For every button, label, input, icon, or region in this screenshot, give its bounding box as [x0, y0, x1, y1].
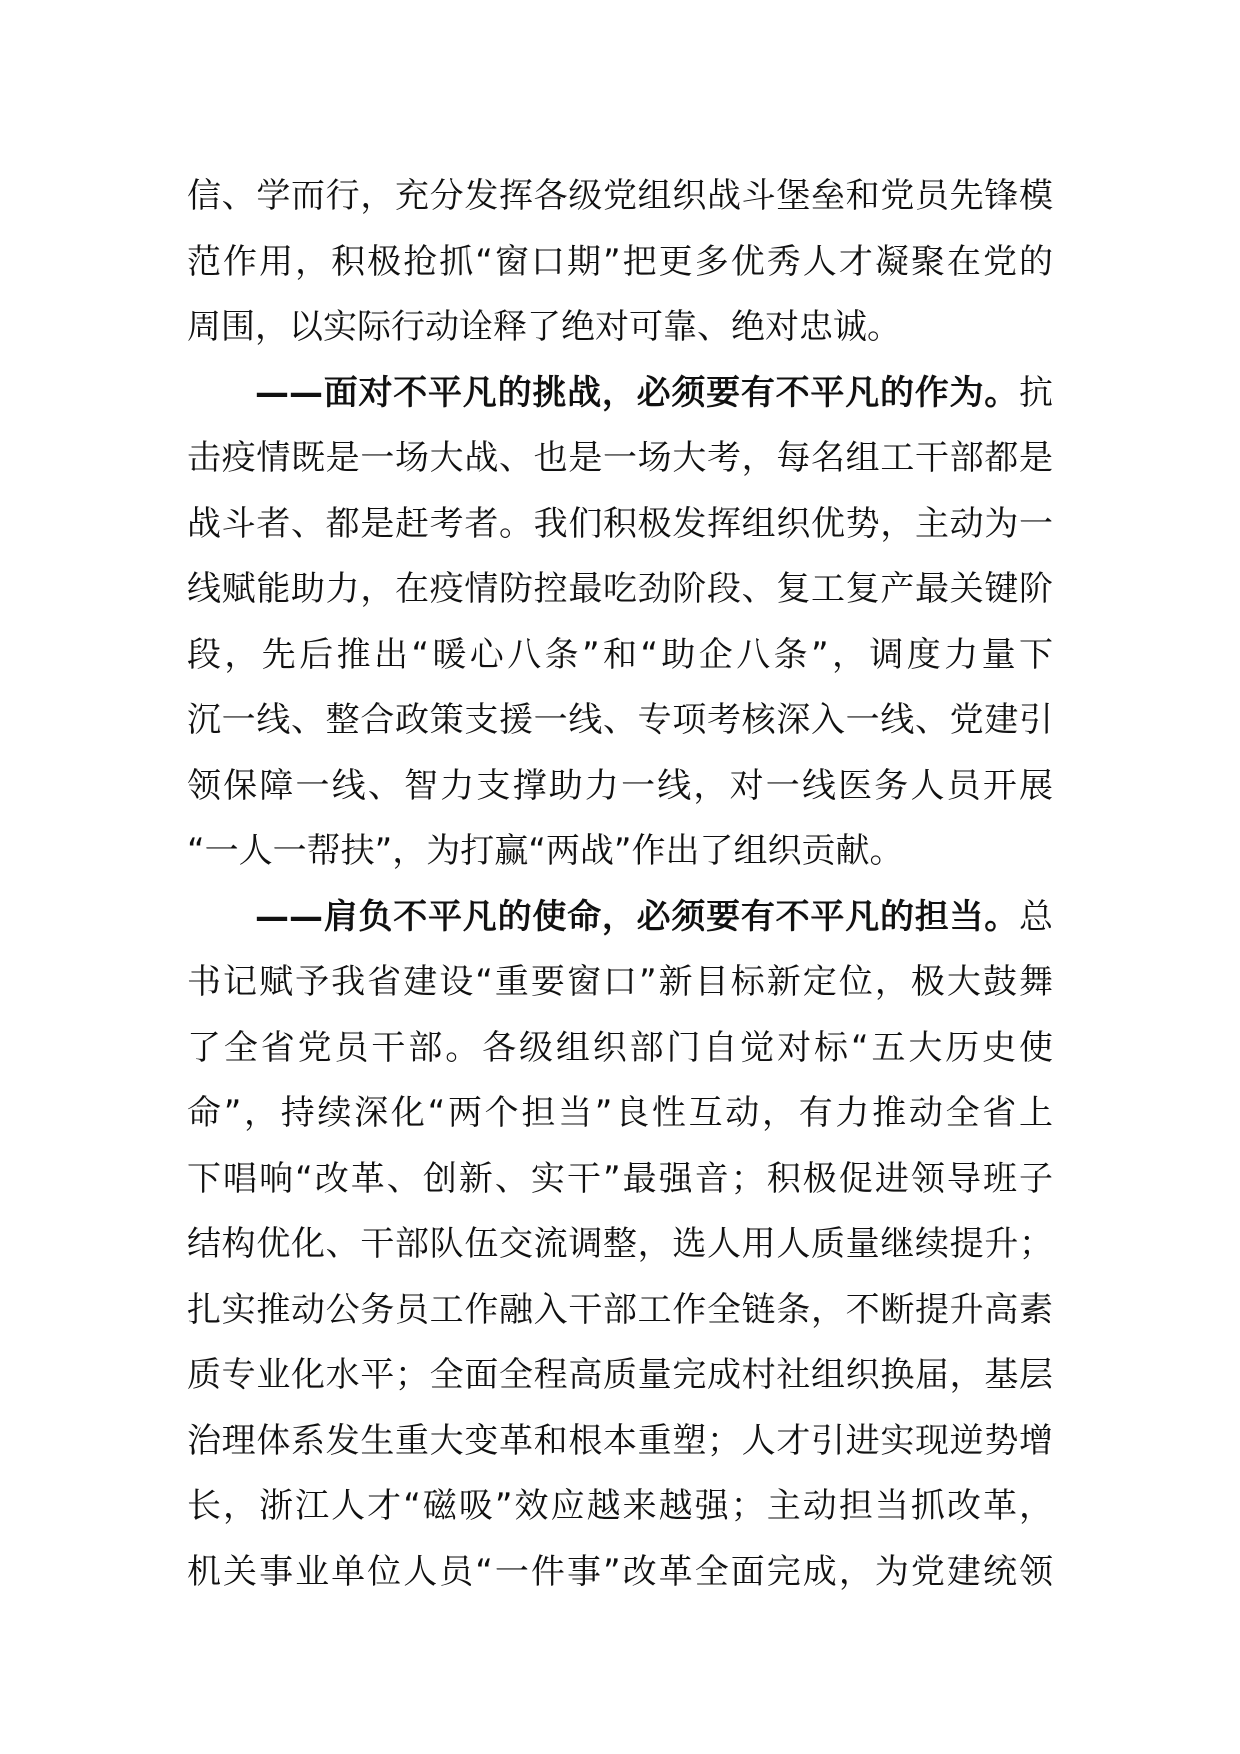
text-run: 总	[1019, 896, 1053, 937]
paragraph-first-line	[187, 361, 1053, 427]
text-line: 战斗者、都是赶考者。我们积极发挥组织优势，主动为一	[187, 503, 1053, 544]
text-line: 扎实推动公务员工作融入干部工作全链条，不断提升高素	[187, 1289, 1053, 1330]
text-run: 抗	[1019, 372, 1053, 413]
text-line: 书记赋予我省建设“重要窗口”新目标新定位，极大鼓舞	[187, 962, 1053, 1002]
paragraph-first-line	[187, 885, 1053, 951]
paragraph-lead-heading: ——面对不平凡的挑战，必须要有不平凡的作为。	[255, 372, 1019, 413]
text-line: 了全省党员干部。各级组织部门自觉对标“五大历史使	[187, 1027, 1053, 1068]
text-line: 结构优化、干部队伍交流调整，选人用人质量继续提升；	[187, 1224, 1053, 1264]
paragraph-3	[187, 885, 1053, 1606]
text-line: 命”，持续深化“两个担当”良性互动，有力推动全省上	[187, 1093, 1053, 1133]
text-line: 领保障一线、智力支撑助力一线，对一线医务人员开展	[187, 765, 1053, 806]
text-line: 线赋能助力，在疫情防控最吃劲阶段、复工复产最关键阶	[187, 569, 1053, 609]
text-line: 质专业化水平；全面全程高质量完成村社组织换届，基层	[187, 1355, 1053, 1395]
text-line: 周围，以实际行动诠释了绝对可靠、绝对忠诚。	[187, 307, 901, 347]
text-line: “一人一帮扶”，为打赢“两战”作出了组织贡献。	[187, 831, 904, 871]
paragraph-lead-heading: ——肩负不平凡的使命，必须要有不平凡的担当。	[255, 896, 1019, 937]
text-line: 长，浙江人才“磁吸”效应越来越强；主动担当抓改革，	[187, 1486, 1053, 1526]
text-line: 段，先后推出“暖心八条”和“助企八条”，调度力量下	[187, 634, 1053, 675]
text-line: 击疫情既是一场大战、也是一场大考，每名组工干部都是	[187, 438, 1053, 478]
paragraph-1	[187, 164, 1053, 361]
document-body	[187, 164, 1053, 1605]
text-line: 沉一线、整合政策支援一线、专项考核深入一线、党建引	[187, 700, 1053, 740]
text-line: 信、学而行，充分发挥各级党组织战斗堡垒和党员先锋模	[187, 176, 1053, 216]
text-line: 范作用，积极抢抓“窗口期”把更多优秀人才凝聚在党的	[187, 241, 1053, 282]
text-line: 机关事业单位人员“一件事”改革全面完成，为党建统领	[187, 1551, 1053, 1592]
paragraph-2	[187, 361, 1053, 885]
text-line: 治理体系发生重大变革和根本重塑；人才引进实现逆势增	[187, 1420, 1053, 1461]
text-line: 下唱响“改革、创新、实干”最强音；积极促进领导班子	[187, 1158, 1053, 1199]
